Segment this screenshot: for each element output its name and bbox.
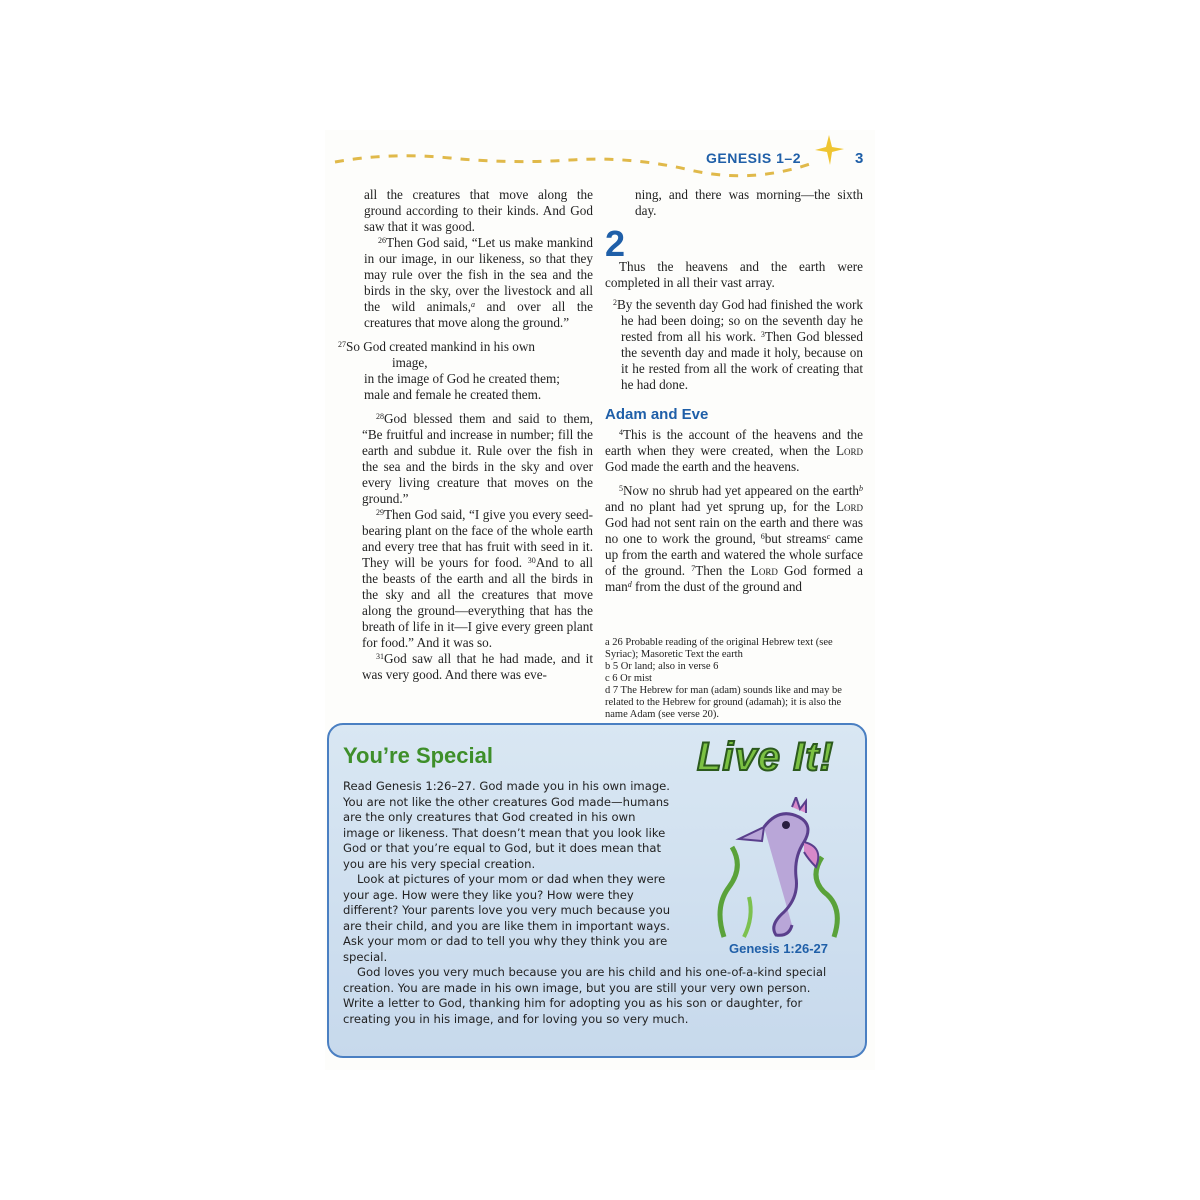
verse-text: And to all the beasts of the earth and all the birds in the sky and all the creatures that move along the ground—everything that has the breath of life in it—I give every green plant for food.” And it was so. [362,555,593,650]
star-decoration-icon [812,133,846,167]
callout-paragraph: God loves you very much because you are his child and his one-of-a-kind special creation. You are made in his own image, but you are still your very own person. Write a letter to God, thanking him for adopting you as his son or daughter, for creating you in his image, and for loving you so very much. [343,965,827,1026]
divine-name: Lord [750,563,778,578]
verse-number: 2 [613,298,617,307]
callout-reference: Genesis 1:26-27 [729,941,829,956]
verse-number: 3 [760,330,765,339]
verse-text: God formed a man [605,563,863,594]
poetry-stanza [338,339,593,403]
verse-number: 5 [619,484,623,493]
divine-name: Lord [835,499,863,514]
verse-number: 26 [378,236,386,245]
footnotes [605,637,863,721]
callout-paragraph: Look at pictures of your mom or dad when they were your age. How were they like you? How were they different? Your parents love you very much because you are their child, and you are like them in important ways. Ask your mom or dad to tell you why they think you are special. [343,872,671,964]
footnote: a 26 Probable reading of the original Hebrew text (see Syriac); Masoretic Text the earth [605,637,833,660]
paragraph [338,651,593,683]
verse-number: 31 [376,652,384,661]
verse-number: 27 [338,340,346,349]
live-it-badge: Live It! [697,735,834,779]
verse-number: 29 [376,508,384,517]
verse-text: Then the [695,563,751,578]
chapter-start [605,223,863,291]
verse-number: 4 [619,428,623,437]
verse-text: Then God said, “Let us make mankind in our image, in our likeness, so that they may rule over the fish in the sea and the birds in the sky, over the livestock and all the wild animals, [364,235,593,314]
verse-text: Then God said, “I give you every seed-bearing plant on the face of the whole earth and every tree that has fruit with seed in it. They will be yours for food. [362,507,593,570]
poetry-line: image, [392,355,428,370]
footnote-marker[interactable]: c [826,532,831,541]
callout-paragraph: Read Genesis 1:26–27. God made you in his own image. You are not like the other creatures God made—humans are the only creatures that God created in his own image or likeness. That doesn’t mean that you look like God or that you’re equal to God, but it does mean that you are his very special creation. [343,779,670,871]
section-heading: Adam and Eve [605,406,709,423]
footnote-marker[interactable]: d [627,580,632,589]
right-column [605,187,863,595]
running-head: GENESIS 1–2 [706,150,801,166]
callout-title: You’re Special [343,743,493,768]
footnote: c 6 Or mist [605,673,652,684]
verse-text: Thus the heavens and the earth were completed in all their vast array. [605,259,863,290]
verse-text: from the dust of the ground and [631,579,803,594]
verse-text: Then God blessed the seventh day and made it holy, because on it he rested from all the work of creating that he had done. [621,329,863,392]
verse-text: and no plant had yet sprung up, for the [605,499,836,514]
poetry-line: in the image of God he created them; [364,371,560,386]
verse-number: 30 [527,556,536,565]
verse-text: and over all the creatures that move along the ground.” [364,299,594,330]
page-number: 3 [855,150,864,167]
verse-number: 6 [760,532,765,541]
footnote: b 5 Or land; also in verse 6 [605,661,719,672]
footnote: d 7 The Hebrew for man (adam) sounds like and may be related to the Hebrew for ground (adamah); it is also the name Adam (see verse 20). [605,685,842,720]
verse-text: God blessed them and said to them, “Be fruitful and increase in number; fill the earth and subdue it. Rule over the fish in the sea and the birds in the sky and over every living creature that moves on the ground.” [362,411,593,506]
verse-text: By the seventh day God had finished the work he had been doing; so on the seventh day he rested from all his work. [617,297,863,344]
paragraph [605,297,863,393]
paragraph [338,235,593,331]
poetry-line: male and female he created them. [364,387,542,402]
callout-body [343,779,843,1027]
verse-text: God saw all that he had made, and it was very good. And there was eve- [362,651,593,682]
poetry-line: So God created mankind in his own [346,339,535,354]
paragraph [605,483,863,595]
left-column [338,187,593,683]
footnote-marker[interactable]: a [471,300,475,309]
verse-text: This is the account of the heavens and the earth when they were created, when the [605,427,863,458]
paragraph: all the creatures that move along the ground according to their kinds. And God saw that it was good. [364,187,593,234]
verse-text: God made the earth and the heavens. [605,459,800,474]
footnote-marker[interactable]: b [859,484,863,493]
verse-text: came up from the earth and watered the whole surface of the ground. [605,531,864,578]
verse-number: 28 [376,412,384,421]
chapter-number: 2 [605,223,626,264]
paragraph [605,427,863,475]
divine-name: Lord [835,443,863,458]
paragraph [338,507,593,651]
verse-text: God had not sent rain on the earth and there was no one to work the ground, [605,515,863,546]
paragraph: ning, and there was morning—the sixth day. [635,187,863,218]
verse-text: but streams [764,531,827,546]
live-it-callout [327,723,867,1058]
verse-number: 7 [691,564,696,573]
verse-text: Now no shrub had yet appeared on the earth [623,483,859,498]
paragraph [338,411,593,507]
